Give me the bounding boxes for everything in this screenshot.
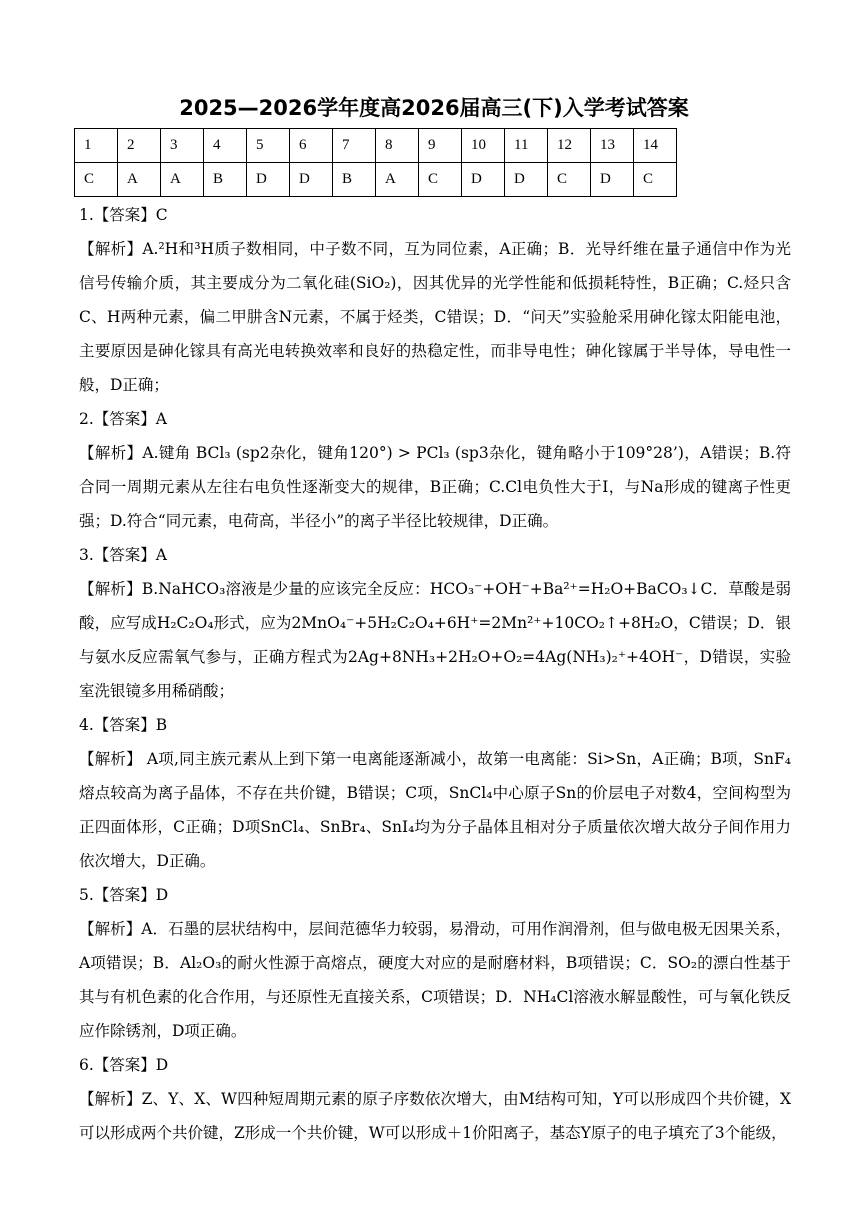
- question-number-cell: 4: [204, 129, 247, 163]
- question-number-cell: 8: [376, 129, 419, 163]
- question-1-analysis: 【解析】A.²H和³H质子数相同，中子数不同，互为同位素，A正确；B．光导纤维在量子通信中作为光信号传输介质，其主要成分为二氧化硅(SiO₂)，因其优异的光学性能和低损耗特性，B正确；C.烃只含C、H两种元素，偏二甲肼含N元素，不属于烃类，C错误；D．“问天”实验舱采用砷化镓太阳能电池，主要原因是砷化镓具有高光电转换效率和良好的热稳定性，而非导电性；砷化镓属于半导体，导电性一般，D正确；: [79, 240, 791, 394]
- question-number-cell: 10: [462, 129, 505, 163]
- answer-table-number-row: [75, 129, 677, 163]
- question-1-answer: 1.【答案】C: [79, 206, 168, 224]
- question-number-cell: 12: [548, 129, 591, 163]
- question-4-answer: 4.【答案】B: [79, 716, 168, 734]
- question-number-cell: 13: [591, 129, 634, 163]
- answer-cell: A: [376, 163, 419, 197]
- answer-cell: C: [548, 163, 591, 197]
- question-2-analysis: 【解析】A.键角 BCl₃ (sp2杂化，键角120°) > PCl₃ (sp3杂化，键角略小于109°28’)，A错误；B.符合同一周期元素从左往右电负性逐渐变大的规律，B正确；C.Cl电负性大于I，与Na形成的键离子性更强；D.符合“同元素，电荷高，半径小”的离子半径比较规律，D正确。: [79, 444, 791, 530]
- question-3-answer: 3.【答案】A: [79, 546, 167, 564]
- answer-table: [74, 128, 677, 197]
- question-number-cell: 7: [333, 129, 376, 163]
- question-4-analysis: 【解析】 A项,同主族元素从上到下第一电离能逐渐减小，故第一电离能：Si>Sn，A正确；B项，SnF₄熔点较高为离子晶体，不存在共价键，B错误；C项，SnCl₄中心原子Sn的价层电子对数4，空间构型为正四面体形，C正确；D项SnCl₄、SnBr₄、SnI₄均为分子晶体且相对分子质量依次增大故分子间作用力依次增大，D正确。: [79, 750, 791, 870]
- answer-cell: D: [247, 163, 290, 197]
- answer-cell: D: [290, 163, 333, 197]
- page-title: 2025—2026学年度高2026届高三(下)入学考试答案: [179, 96, 689, 120]
- question-number-cell: 3: [161, 129, 204, 163]
- question-3-analysis: 【解析】B.NaHCO₃溶液是少量的应该完全反应：HCO₃⁻+OH⁻+Ba²⁺=H₂O+BaCO₃↓C．草酸是弱酸，应写成H₂C₂O₄形式，应为2MnO₄⁻+5H₂C₂O₄+6H⁺=2Mn²⁺+10CO₂↑+8H₂O，C错误；D．银与氨水反应需氧气参与，正确方程式为2Ag+8NH₃+2H₂O+O₂=4Ag(NH₃)₂⁺+4OH⁻，D错误，实验室洗银镜多用稀硝酸；: [79, 580, 791, 700]
- question-number-cell: 6: [290, 129, 333, 163]
- question-number-cell: 5: [247, 129, 290, 163]
- answer-cell: B: [333, 163, 376, 197]
- answer-cell: C: [75, 163, 118, 197]
- answer-cell: D: [505, 163, 548, 197]
- answer-table-answer-row: [75, 163, 677, 197]
- question-6-analysis: 【解析】Z、Y、X、W四种短周期元素的原子序数依次增大，由M结构可知，Y可以形成四个共价键，X可以形成两个共价键，Z形成一个共价键，W可以形成＋1价阳离子，基态Y原子的电子填充了3个能级，: [79, 1090, 791, 1142]
- answer-cell: C: [634, 163, 677, 197]
- answer-explanations: [79, 198, 791, 1150]
- question-number-cell: 1: [75, 129, 118, 163]
- answer-cell: D: [462, 163, 505, 197]
- answer-cell: D: [591, 163, 634, 197]
- question-2-answer: 2.【答案】A: [79, 410, 167, 428]
- question-number-cell: 11: [505, 129, 548, 163]
- question-6-answer: 6.【答案】D: [79, 1056, 169, 1074]
- answer-cell: B: [204, 163, 247, 197]
- answer-cell: A: [161, 163, 204, 197]
- question-number-cell: 14: [634, 129, 677, 163]
- answer-cell: C: [419, 163, 462, 197]
- answer-cell: A: [118, 163, 161, 197]
- question-number-cell: 2: [118, 129, 161, 163]
- question-5-answer: 5.【答案】D: [79, 886, 169, 904]
- question-5-analysis: 【解析】A．石墨的层状结构中，层间范德华力较弱，易滑动，可用作润滑剂，但与做电极无因果关系，A项错误；B．Al₂O₃的耐火性源于高熔点，硬度大对应的是耐磨材料，B项错误；C．SO₂的漂白性基于其与有机色素的化合作用，与还原性无直接关系，C项错误；D．NH₄Cl溶液水解显酸性，可与氧化铁反应作除锈剂，D项正确。: [79, 920, 791, 1040]
- question-number-cell: 9: [419, 129, 462, 163]
